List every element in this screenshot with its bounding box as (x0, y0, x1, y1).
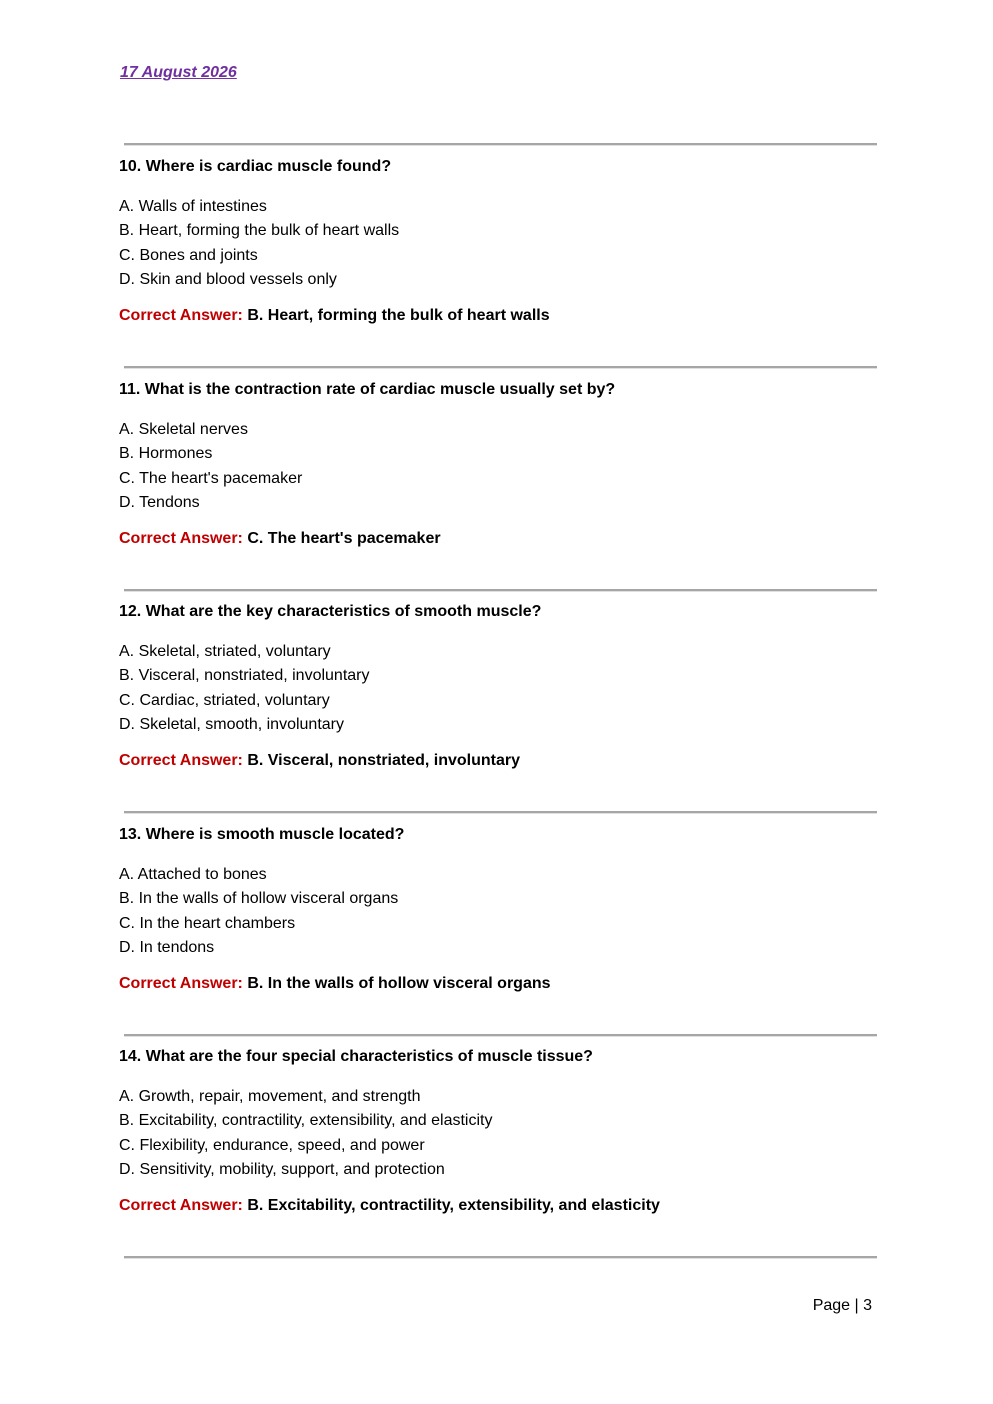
option-c: C. The heart's pacemaker (119, 469, 303, 487)
correct-answer-label: Correct Answer: (119, 307, 243, 325)
question-13 (119, 825, 879, 994)
correct-answer (119, 529, 879, 549)
option-b: B. Visceral, nonstriated, involuntary (119, 667, 370, 685)
divider (124, 1256, 877, 1258)
correct-answer (119, 306, 879, 326)
correct-answer-label: Correct Answer: (119, 1197, 243, 1215)
question-text: 11. What is the contraction rate of cardiac muscle usually set by? (119, 381, 616, 398)
option-d: D. Tendons (119, 493, 200, 511)
page-date: 17 August 2026 (120, 64, 237, 81)
question-text: 10. Where is cardiac muscle found? (119, 158, 392, 175)
correct-answer-label: Correct Answer: (119, 752, 243, 770)
divider (124, 366, 877, 368)
divider (124, 1034, 877, 1036)
correct-answer (119, 974, 879, 994)
correct-answer-label: Correct Answer: (119, 530, 243, 548)
question-text: 14. What are the four special characteristics of muscle tissue? (119, 1048, 593, 1065)
option-a: A. Growth, repair, movement, and strength (119, 1088, 421, 1105)
correct-answer-value: B. Visceral, nonstriated, involuntary (247, 752, 521, 770)
page-number: Page | 3 (812, 1297, 872, 1314)
divider (124, 589, 877, 591)
correct-answer (119, 751, 879, 771)
option-b: B. Heart, forming the bulk of heart walls (119, 222, 400, 240)
option-c: C. Cardiac, striated, voluntary (119, 691, 330, 709)
option-d: D. Skin and blood vessels only (119, 270, 337, 288)
options-list (119, 640, 879, 737)
question-14 (119, 1047, 879, 1216)
option-a: A. Skeletal, striated, voluntary (119, 643, 331, 660)
option-b: B. Excitability, contractility, extensibility, and elasticity (119, 1112, 493, 1130)
question-text: 13. Where is smooth muscle located? (119, 826, 405, 843)
option-d: D. In tendons (119, 938, 215, 956)
options-list (119, 195, 879, 292)
option-d: D. Skeletal, smooth, involuntary (119, 715, 344, 733)
options-list (119, 863, 879, 960)
question-12 (119, 602, 879, 771)
option-c: C. Bones and joints (119, 246, 258, 264)
option-c: C. In the heart chambers (119, 914, 296, 932)
option-a: A. Skeletal nerves (119, 421, 248, 438)
options-list (119, 418, 879, 515)
option-d: D. Sensitivity, mobility, support, and protection (119, 1160, 445, 1178)
option-a: A. Walls of intestines (119, 198, 267, 215)
correct-answer-value: B. In the walls of hollow visceral organs (247, 975, 551, 993)
correct-answer-value: C. The heart's pacemaker (247, 530, 441, 548)
correct-answer (119, 1196, 879, 1216)
correct-answer-value: B. Excitability, contractility, extensibility, and elasticity (247, 1197, 660, 1215)
divider (124, 143, 877, 145)
question-10 (119, 157, 879, 326)
correct-answer-value: B. Heart, forming the bulk of heart walls (247, 307, 550, 325)
option-c: C. Flexibility, endurance, speed, and power (119, 1136, 425, 1154)
option-b: B. In the walls of hollow visceral organs (119, 890, 399, 908)
option-a: A. Attached to bones (119, 866, 267, 883)
divider (124, 811, 877, 813)
question-11 (119, 380, 879, 549)
option-b: B. Hormones (119, 445, 213, 463)
correct-answer-label: Correct Answer: (119, 975, 243, 993)
question-text: 12. What are the key characteristics of smooth muscle? (119, 603, 542, 620)
options-list (119, 1085, 879, 1182)
